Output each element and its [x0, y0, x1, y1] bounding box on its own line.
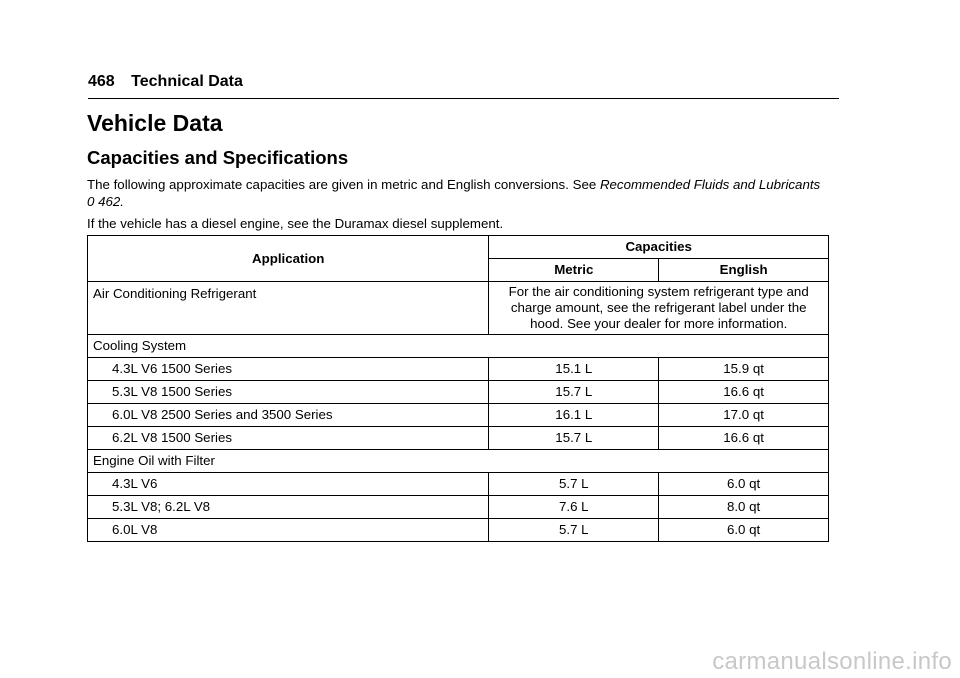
- intro-text: The following approximate capacities are given in metric and English conversions. See: [87, 177, 600, 192]
- metric-cell: 5.7 L: [489, 473, 659, 496]
- col-header-english: English: [659, 259, 829, 282]
- application-cell: 6.0L V8: [88, 519, 489, 542]
- diesel-note: If the vehicle has a diesel engine, see the Duramax diesel supplement.: [87, 216, 504, 231]
- table-row: [88, 473, 829, 496]
- col-header-metric: Metric: [489, 259, 659, 282]
- page-number: 468: [88, 73, 115, 90]
- table-row: [88, 427, 829, 450]
- metric-cell: 7.6 L: [489, 496, 659, 519]
- group-label: Cooling System: [88, 335, 829, 358]
- metric-cell: 15.1 L: [489, 358, 659, 381]
- col-header-capacities: Capacities: [489, 236, 829, 259]
- application-cell: 4.3L V6 1500 Series: [88, 358, 489, 381]
- english-cell: 8.0 qt: [659, 496, 829, 519]
- application-cell: 6.0L V8 2500 Series and 3500 Series: [88, 404, 489, 427]
- page-title: Vehicle Data: [87, 110, 223, 136]
- metric-cell: 5.7 L: [489, 519, 659, 542]
- table-row: [88, 358, 829, 381]
- group-label: Engine Oil with Filter: [88, 450, 829, 473]
- ac-label: Air Conditioning Refrigerant: [88, 282, 489, 335]
- table-row: [88, 519, 829, 542]
- fluids-reference-link[interactable]: Recommended Fluids and Lubricants: [599, 177, 821, 192]
- english-cell: 6.0 qt: [659, 519, 829, 542]
- intro-paragraph: [87, 176, 827, 210]
- watermark: carmanualsonline.info: [712, 648, 952, 675]
- table-row: [88, 381, 829, 404]
- table-row: [88, 496, 829, 519]
- capacities-table: [87, 235, 829, 542]
- application-cell: 6.2L V8 1500 Series: [88, 427, 489, 450]
- application-cell: 5.3L V8 1500 Series: [88, 381, 489, 404]
- table-row: [88, 404, 829, 427]
- section-subtitle: Capacities and Specifications: [87, 147, 349, 168]
- english-cell: 16.6 qt: [659, 381, 829, 404]
- table-row-ac: [88, 282, 829, 335]
- metric-cell: 15.7 L: [489, 427, 659, 450]
- metric-cell: 15.7 L: [489, 381, 659, 404]
- metric-cell: 16.1 L: [489, 404, 659, 427]
- english-cell: 17.0 qt: [659, 404, 829, 427]
- application-cell: 4.3L V6: [88, 473, 489, 496]
- ac-note: For the air conditioning system refrigerant type and charge amount, see the refrigerant label under the hood. See your dealer for more information.: [489, 282, 829, 335]
- table-group-row: [88, 335, 829, 358]
- english-cell: 16.6 qt: [659, 427, 829, 450]
- page-header: [88, 72, 839, 92]
- page-reference[interactable]: 0 462.: [87, 194, 124, 209]
- header-divider: [88, 98, 839, 99]
- table-group-row: [88, 450, 829, 473]
- section-title: Technical Data: [131, 73, 243, 90]
- english-cell: 15.9 qt: [659, 358, 829, 381]
- application-cell: 5.3L V8; 6.2L V8: [88, 496, 489, 519]
- col-header-application: Application: [88, 236, 489, 282]
- english-cell: 6.0 qt: [659, 473, 829, 496]
